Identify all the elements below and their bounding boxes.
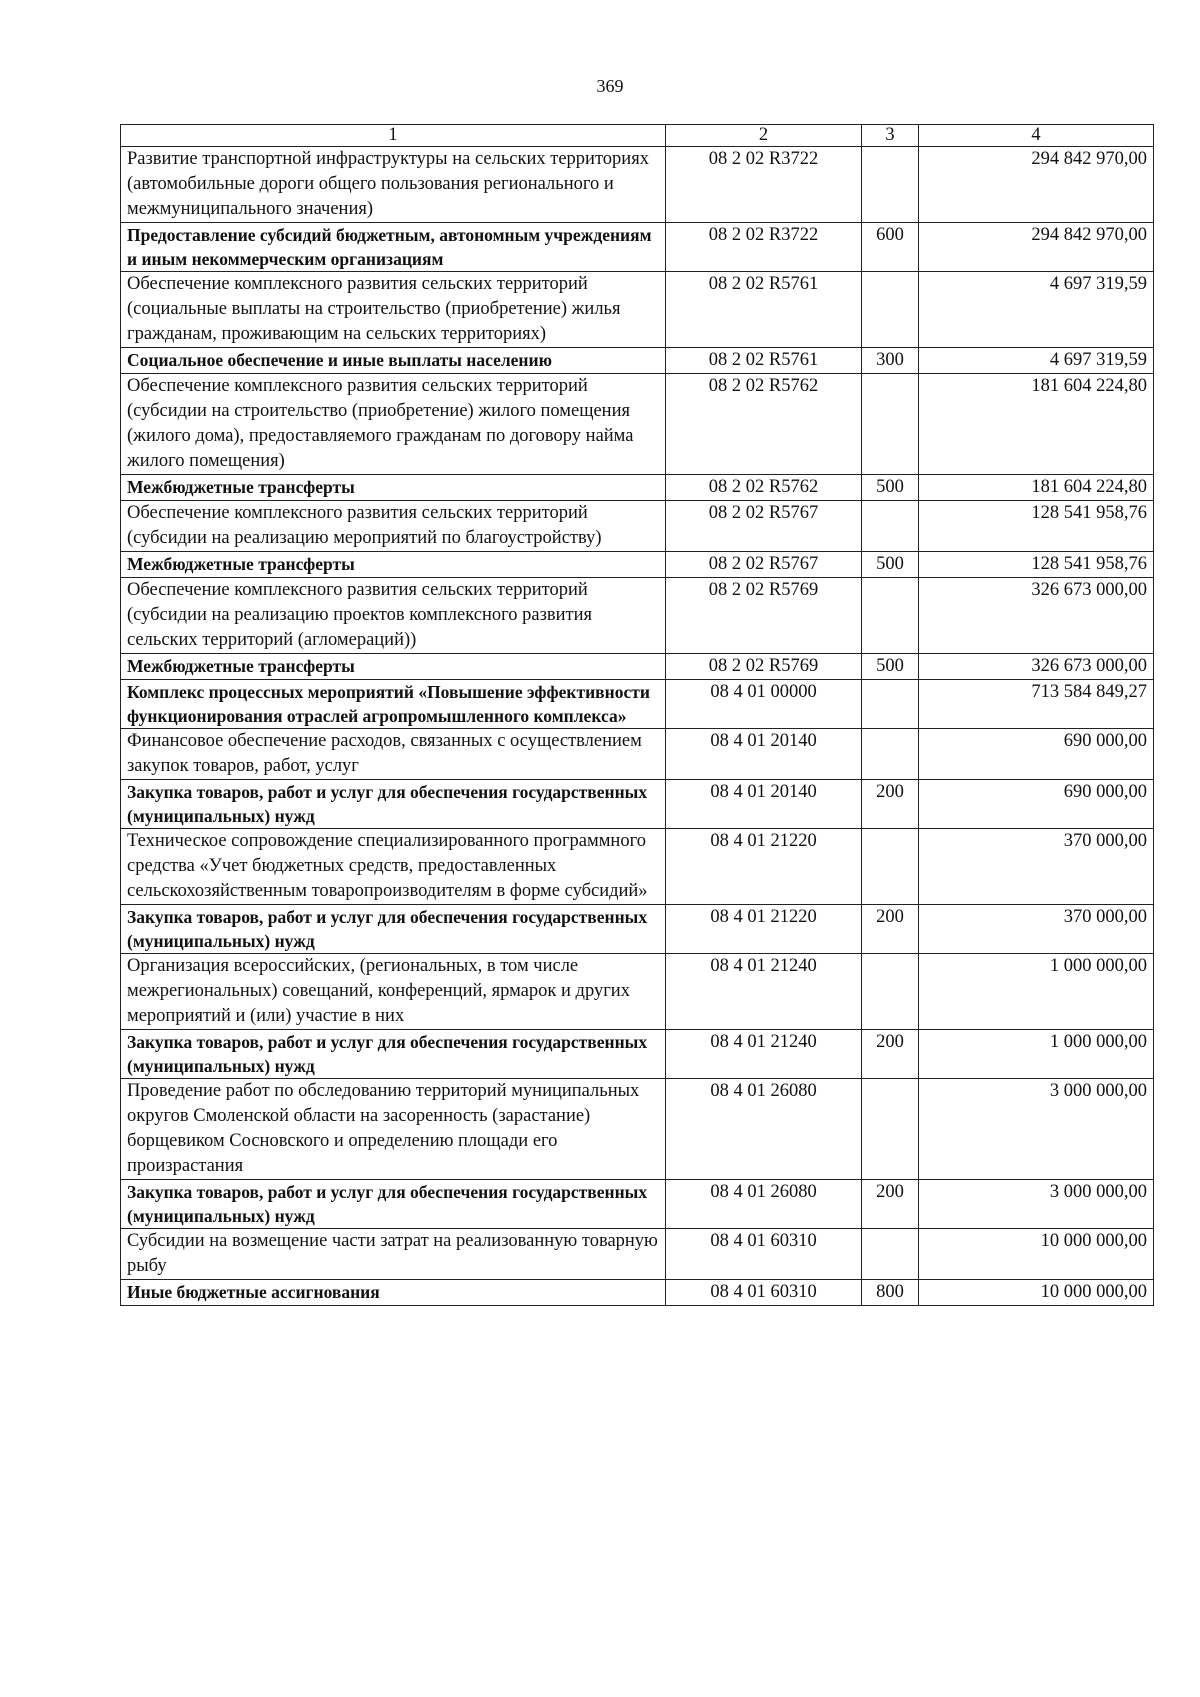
row-code-cell: 08 2 02 R5769	[666, 654, 862, 680]
row-code-cell: 08 2 02 R3722	[666, 223, 862, 272]
row-amount-cell: 3 000 000,00	[919, 1180, 1154, 1229]
row-code-cell: 08 4 01 00000	[666, 680, 862, 729]
table-row	[121, 829, 1154, 905]
table-row	[121, 1280, 1154, 1306]
table-row	[121, 272, 1154, 348]
row-amount-cell: 713 584 849,27	[919, 680, 1154, 729]
row-type-cell: 200	[862, 1180, 919, 1229]
row-code-cell: 08 4 01 26080	[666, 1180, 862, 1229]
table-row	[121, 578, 1154, 654]
row-type-cell	[862, 729, 919, 780]
row-name-cell: Техническое сопровождение специализированного программного средства «Учет бюджетных средств, предоставленных сельскохозяйственным товаропроизводителям в форме субсидий»	[121, 829, 666, 905]
row-amount-cell: 181 604 224,80	[919, 374, 1154, 475]
row-code-cell: 08 2 02 R5767	[666, 501, 862, 552]
row-name-cell: Закупка товаров, работ и услуг для обеспечения государственных (муниципальных) нужд	[121, 1030, 666, 1079]
row-amount-cell: 690 000,00	[919, 729, 1154, 780]
budget-table	[120, 124, 1154, 1306]
column-header-1: 1	[121, 125, 666, 147]
row-name-cell: Обеспечение комплексного развития сельских территорий (субсидии на реализацию мероприятий по благоустройству)	[121, 501, 666, 552]
column-header-4: 4	[919, 125, 1154, 147]
row-code-cell: 08 4 01 20140	[666, 729, 862, 780]
row-code-cell: 08 4 01 60310	[666, 1280, 862, 1306]
table-row	[121, 1030, 1154, 1079]
row-code-cell: 08 4 01 21220	[666, 905, 862, 954]
row-name-cell: Межбюджетные трансферты	[121, 654, 666, 680]
row-code-cell: 08 2 02 R5761	[666, 272, 862, 348]
row-amount-cell: 181 604 224,80	[919, 475, 1154, 501]
column-header-3: 3	[862, 125, 919, 147]
row-code-cell: 08 2 02 R5769	[666, 578, 862, 654]
row-amount-cell: 690 000,00	[919, 780, 1154, 829]
row-name-cell: Проведение работ по обследованию территорий муниципальных округов Смоленской области на засоренность (зарастание) борщевиком Сосновского и определению площади его произрастания	[121, 1079, 666, 1180]
row-name-cell: Закупка товаров, работ и услуг для обеспечения государственных (муниципальных) нужд	[121, 1180, 666, 1229]
row-amount-cell: 294 842 970,00	[919, 147, 1154, 223]
row-code-cell: 08 2 02 R5762	[666, 374, 862, 475]
column-header-2: 2	[666, 125, 862, 147]
table-row	[121, 1229, 1154, 1280]
row-type-cell	[862, 578, 919, 654]
table-row	[121, 729, 1154, 780]
table-row	[121, 374, 1154, 475]
row-name-cell: Развитие транспортной инфраструктуры на сельских территориях (автомобильные дороги общего пользования регионального и межмуниципального значения)	[121, 147, 666, 223]
row-code-cell: 08 4 01 20140	[666, 780, 862, 829]
row-amount-cell: 4 697 319,59	[919, 272, 1154, 348]
row-name-cell: Межбюджетные трансферты	[121, 475, 666, 501]
row-code-cell: 08 4 01 21240	[666, 1030, 862, 1079]
row-type-cell	[862, 1229, 919, 1280]
row-name-cell: Предоставление субсидий бюджетным, автономным учреждениям и иным некоммерческим организациям	[121, 223, 666, 272]
row-amount-cell: 326 673 000,00	[919, 578, 1154, 654]
row-amount-cell: 370 000,00	[919, 905, 1154, 954]
table-body	[121, 147, 1154, 1306]
table-row	[121, 501, 1154, 552]
table-header	[121, 125, 1154, 147]
row-type-cell	[862, 680, 919, 729]
row-code-cell: 08 2 02 R5767	[666, 552, 862, 578]
row-amount-cell: 128 541 958,76	[919, 552, 1154, 578]
row-type-cell: 200	[862, 905, 919, 954]
table-row	[121, 905, 1154, 954]
row-type-cell	[862, 374, 919, 475]
table-row	[121, 475, 1154, 501]
row-name-cell: Иные бюджетные ассигнования	[121, 1280, 666, 1306]
row-name-cell: Обеспечение комплексного развития сельских территорий (субсидии на реализацию проектов комплексного развития сельских территорий (агломераций))	[121, 578, 666, 654]
row-code-cell: 08 4 01 60310	[666, 1229, 862, 1280]
row-type-cell: 200	[862, 1030, 919, 1079]
row-code-cell: 08 2 02 R5762	[666, 475, 862, 501]
row-name-cell: Субсидии на возмещение части затрат на реализованную товарную рыбу	[121, 1229, 666, 1280]
row-amount-cell: 370 000,00	[919, 829, 1154, 905]
table-row	[121, 780, 1154, 829]
row-code-cell: 08 4 01 26080	[666, 1079, 862, 1180]
row-amount-cell: 3 000 000,00	[919, 1079, 1154, 1180]
table-row	[121, 552, 1154, 578]
row-code-cell: 08 4 01 21220	[666, 829, 862, 905]
table-row	[121, 1079, 1154, 1180]
table-row	[121, 680, 1154, 729]
row-amount-cell: 326 673 000,00	[919, 654, 1154, 680]
row-type-cell	[862, 147, 919, 223]
row-type-cell: 500	[862, 552, 919, 578]
row-amount-cell: 10 000 000,00	[919, 1280, 1154, 1306]
row-code-cell: 08 2 02 R3722	[666, 147, 862, 223]
row-name-cell: Комплекс процессных мероприятий «Повышение эффективности функционирования отраслей агропромышленного комплекса»	[121, 680, 666, 729]
row-amount-cell: 10 000 000,00	[919, 1229, 1154, 1280]
table-row	[121, 654, 1154, 680]
row-amount-cell: 1 000 000,00	[919, 954, 1154, 1030]
table-row	[121, 348, 1154, 374]
row-name-cell: Межбюджетные трансферты	[121, 552, 666, 578]
row-amount-cell: 4 697 319,59	[919, 348, 1154, 374]
row-name-cell: Обеспечение комплексного развития сельских территорий (субсидии на строительство (приобретение) жилого помещения (жилого дома), предоставляемого гражданам по договору найма жилого помещения)	[121, 374, 666, 475]
row-amount-cell: 294 842 970,00	[919, 223, 1154, 272]
row-type-cell	[862, 954, 919, 1030]
row-code-cell: 08 2 02 R5761	[666, 348, 862, 374]
table-row	[121, 954, 1154, 1030]
row-amount-cell: 1 000 000,00	[919, 1030, 1154, 1079]
row-type-cell: 500	[862, 475, 919, 501]
row-type-cell	[862, 272, 919, 348]
row-name-cell: Обеспечение комплексного развития сельских территорий (социальные выплаты на строительство (приобретение) жилья гражданам, проживающим на сельских территориях)	[121, 272, 666, 348]
row-code-cell: 08 4 01 21240	[666, 954, 862, 1030]
row-name-cell: Закупка товаров, работ и услуг для обеспечения государственных (муниципальных) нужд	[121, 905, 666, 954]
row-type-cell	[862, 501, 919, 552]
row-amount-cell: 128 541 958,76	[919, 501, 1154, 552]
table-row	[121, 147, 1154, 223]
row-name-cell: Закупка товаров, работ и услуг для обеспечения государственных (муниципальных) нужд	[121, 780, 666, 829]
row-type-cell: 800	[862, 1280, 919, 1306]
row-type-cell: 200	[862, 780, 919, 829]
table-row	[121, 223, 1154, 272]
row-name-cell: Социальное обеспечение и иные выплаты населению	[121, 348, 666, 374]
row-type-cell: 300	[862, 348, 919, 374]
row-type-cell	[862, 1079, 919, 1180]
row-name-cell: Организация всероссийских, (региональных, в том числе межрегиональных) совещаний, конференций, ярмарок и других мероприятий и (или) участие в них	[121, 954, 666, 1030]
row-type-cell: 500	[862, 654, 919, 680]
page-number: 369	[596, 76, 624, 96]
header-row	[121, 125, 1154, 147]
row-type-cell: 600	[862, 223, 919, 272]
table-row	[121, 1180, 1154, 1229]
row-name-cell: Финансовое обеспечение расходов, связанных с осуществлением закупок товаров, работ, услуг	[121, 729, 666, 780]
row-type-cell	[862, 829, 919, 905]
